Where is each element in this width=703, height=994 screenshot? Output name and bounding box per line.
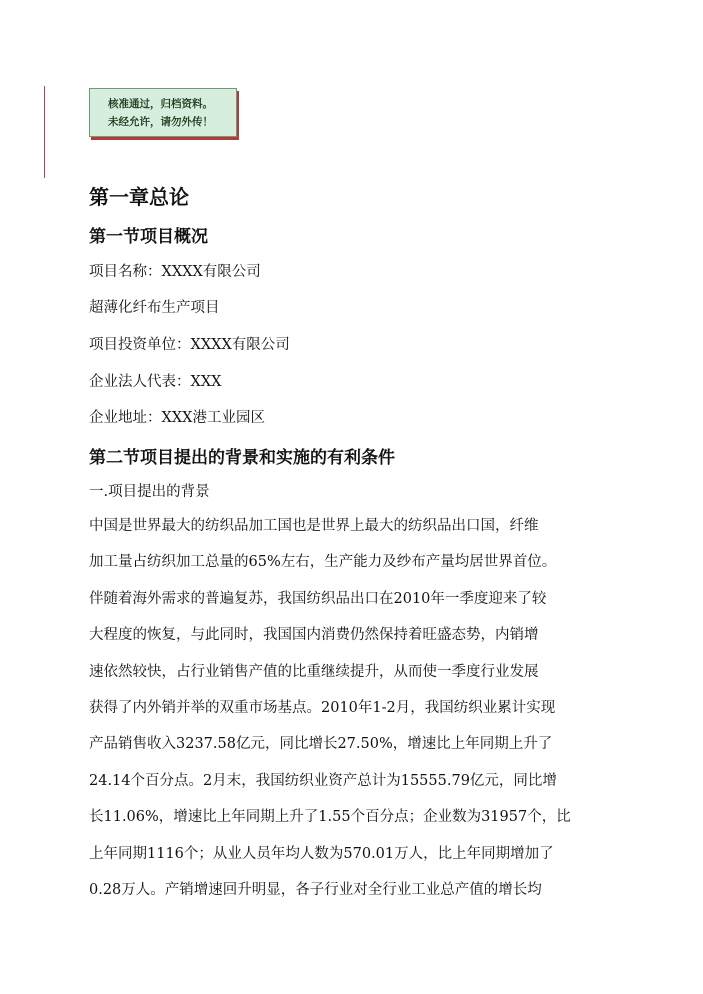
paragraph-line: 获得了内外销并举的双重市场基点。2010年1-2月，我国纺织业累计实现 xyxy=(89,699,556,716)
paragraph-line: 中国是世界最大的纺织品加工国也是世界上最大的纺织品出口国，纤维 xyxy=(89,518,539,534)
stamp-line-1: 核准通过，归档资料。 xyxy=(108,98,213,110)
section-2-subheading: 一.项目提出的背景 xyxy=(89,484,210,500)
approval-stamp xyxy=(89,88,237,137)
paragraph-line: 速依然较快，占行业销售产值的比重继续提升，从而使一季度行业发展 xyxy=(89,663,539,680)
paragraph-line: 24.14个百分点。2月末，我国纺织业资产总计为15555.79亿元，同比增 xyxy=(89,772,557,789)
legal-representative: 企业法人代表：XXX xyxy=(89,374,222,390)
section-2-title: 第二节项目提出的背景和实施的有利条件 xyxy=(89,448,395,468)
paragraph-line: 0.28万人。产销增速回升明显，各子行业对全行业工业总产值的增长均 xyxy=(89,881,542,898)
paragraph-line: 上年同期1116个；从业人员年均人数为570.01万人，比上年同期增加了 xyxy=(89,845,554,862)
paragraph-line: 大程度的恢复，与此同时，我国国内消费仍然保持着旺盛态势，内销增 xyxy=(89,627,539,644)
section-1-title: 第一节项目概况 xyxy=(89,227,208,247)
project-subject: 超薄化纤布生产项目 xyxy=(89,300,220,316)
stamp-line-2: 未经允许，请勿外传！ xyxy=(108,116,213,128)
company-address: 企业地址：XXX港工业园区 xyxy=(89,410,265,426)
background-paragraph xyxy=(89,508,619,908)
paragraph-line: 产品销售收入3237.58亿元，同比增长27.50%，增速比上年同期上升了 xyxy=(89,736,553,753)
chapter-title: 第一章总论 xyxy=(89,185,189,209)
project-name: 项目名称：XXXX有限公司 xyxy=(89,264,261,280)
investor: 项目投资单位：XXXX有限公司 xyxy=(89,337,290,353)
margin-line xyxy=(44,86,45,178)
paragraph-line: 加工量占纺织加工总量的65%左右，生产能力及纱布产量均居世界首位。 xyxy=(89,554,557,571)
paragraph-line: 长11.06%，增速比上年同期上升了1.55个百分点；企业数为31957个，比 xyxy=(89,809,571,826)
paragraph-line: 伴随着海外需求的普遍复苏，我国纺织品出口在2010年一季度迎来了较 xyxy=(89,590,547,607)
